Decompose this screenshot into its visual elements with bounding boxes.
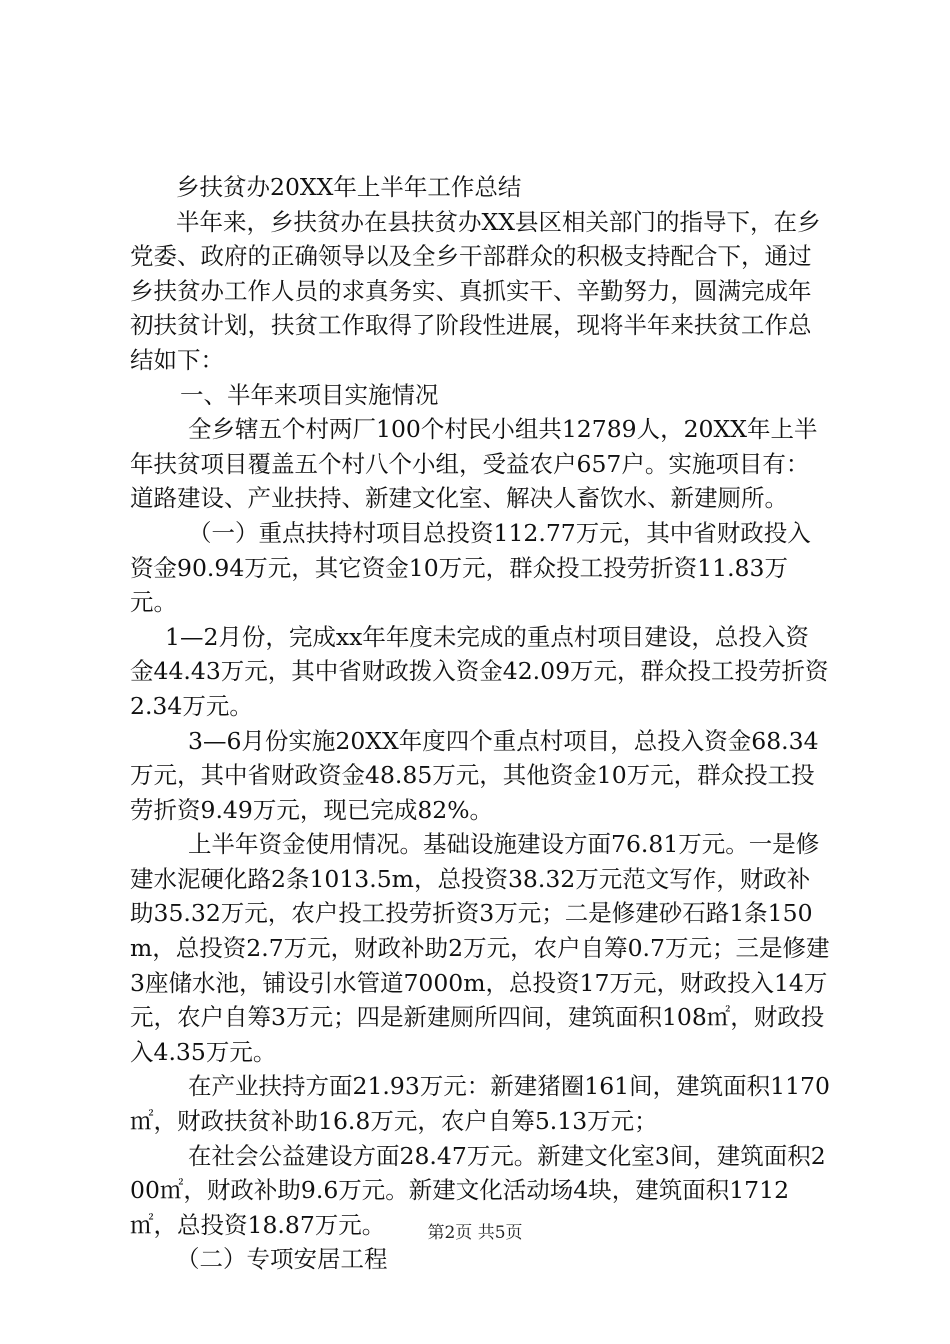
paragraph-public-welfare: 在社会公益建设方面28.47万元。新建文化室3间，建筑面积200㎡，财政补助9.6万元。新建文化活动场4块，建筑面积1712㎡，总投资18.87万元。 bbox=[130, 1141, 826, 1239]
document-title: 乡扶贫办20XX年上半年工作总结 bbox=[176, 173, 522, 201]
section-heading-2: （二）专项安居工程 bbox=[176, 1245, 388, 1274]
document-body bbox=[130, 170, 830, 1277]
paragraph-key-villages: （一）重点扶持村项目总投资112.77万元，其中省财政投入资金90.94万元，其它资金10万元，群众投工投劳折资11.83万元。 bbox=[130, 518, 811, 617]
page-footer: 第2页 共5页 bbox=[427, 1223, 523, 1243]
paragraph-fund-usage: 上半年资金使用情况。基础设施建设方面76.81万元。一是修建水泥硬化路2条1013.5m，总投资38.32万元范文写作，财政补助35.32万元，农户投工投劳折资3万元；二是修建砂石路1条150m，总投资2.7万元，财政补助2万元，农户自筹0.7万元；三是修建3座储水池，铺设引水管道7000m，总投资17万元，财政投入14万元，农户自筹3万元；四是新建厕所四间，建筑面积108㎡，财政投入4.35万元。 bbox=[130, 830, 830, 1066]
paragraph-industry: 在产业扶持方面21.93万元：新建猪圈161间，建筑面积1170㎡，财政扶贫补助16.8万元，农户自筹5.13万元； bbox=[130, 1072, 830, 1136]
paragraph-intro: 半年来，乡扶贫办在县扶贫办XX县区相关部门的指导下，在乡党委、政府的正确领导以及全乡干部群众的积极支持配合下，通过乡扶贫办工作人员的求真务实、真抓实干、辛勤努力，圆满完成年初扶贫计划，扶贫工作取得了阶段性进展，现将半年来扶贫工作总结如下： bbox=[130, 207, 821, 374]
paragraph-jan-feb: 1—2月份，完成xx年年度未完成的重点村项目建设，总投入资金44.43万元，其中省财政拨入资金42.09万元，群众投工投劳折资2.34万元。 bbox=[130, 622, 829, 720]
paragraph-overview: 全乡辖五个村两厂100个村民小组共12789人，20XX年上半年扶贫项目覆盖五个村八个小组，受益农户657户。实施项目有：道路建设、产业扶持、新建文化室、解决人畜饮水、新建厕所。 bbox=[130, 415, 818, 513]
paragraph-mar-jun: 3—6月份实施20XX年度四个重点村项目，总投入资金68.34万元，其中省财政资金48.85万元，其他资金10万元，群众投工投劳折资9.49万元，现已完成82%。 bbox=[130, 726, 819, 824]
section-heading-1: 一、半年来项目实施情况 bbox=[180, 380, 439, 409]
